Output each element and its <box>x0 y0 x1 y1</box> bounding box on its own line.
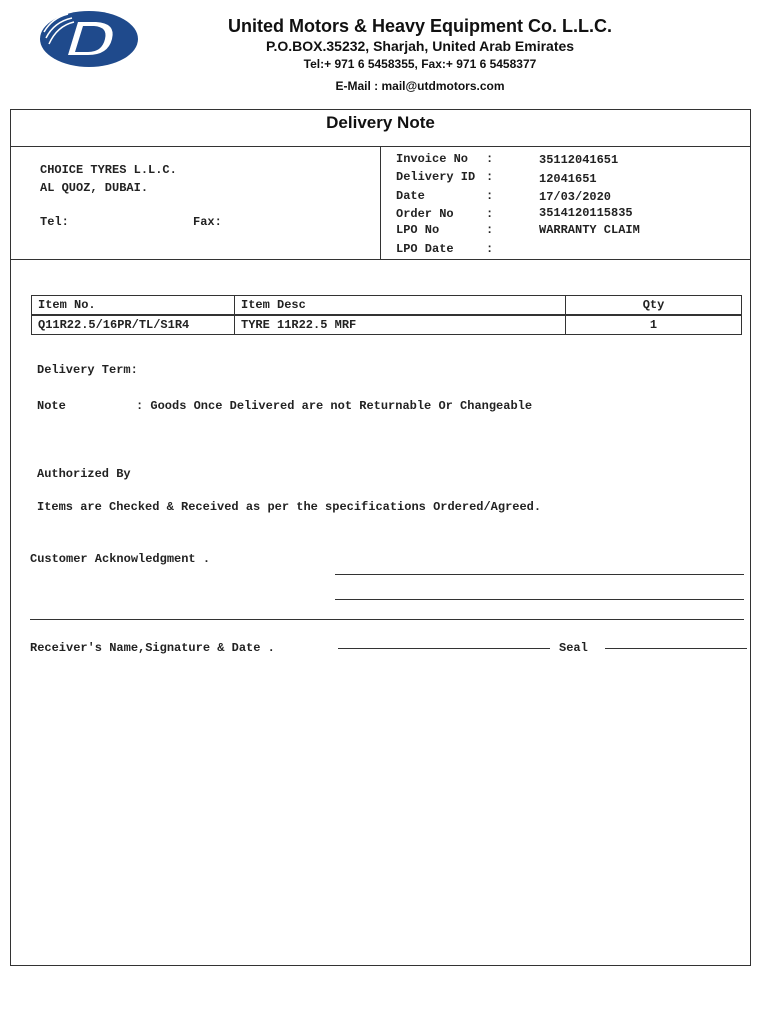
info-value-delivery-id: 12041651 <box>539 172 597 186</box>
cell-item-desc: TYRE 11R22.5 MRF <box>235 315 566 335</box>
note-text: : Goods Once Delivered are not Returnable Or Changeable <box>136 399 533 413</box>
table-header-row <box>32 296 742 316</box>
delivery-term: Delivery Term: <box>37 363 138 377</box>
info-label: LPO No <box>396 223 440 237</box>
info-value-order-no: 3514120115835 <box>539 206 633 220</box>
items-table <box>31 295 742 335</box>
signature-line <box>338 648 550 649</box>
info-colon: : <box>486 189 494 203</box>
info-label: Order No <box>396 207 454 221</box>
info-value-invoice: 35112041651 <box>539 153 619 167</box>
company-email: E-Mail : mail@utdmotors.com <box>335 79 505 93</box>
company-name: United Motors & Heavy Equipment Co. L.L.C. <box>227 16 613 36</box>
customer-tel-label: Tel: <box>40 215 69 229</box>
seal-label: Seal <box>559 641 588 655</box>
info-label: Delivery ID <box>396 170 476 184</box>
address-info-divider <box>380 146 381 259</box>
company-address: P.O.BOX.35232, Sharjah, United Arab Emirates <box>265 38 575 54</box>
header-item-no: Item No. <box>32 296 235 316</box>
customer-acknowledgment: Customer Acknowledgment . <box>30 552 211 566</box>
info-colon: : <box>486 207 494 221</box>
info-value-date: 17/03/2020 <box>539 190 612 204</box>
customer-fax-label: Fax: <box>193 215 222 229</box>
ack-line <box>335 599 744 600</box>
cell-qty: 1 <box>566 315 742 335</box>
receiver-label: Receiver's Name,Signature & Date . <box>30 641 275 655</box>
cell-item-no: Q11R22.5/16PR/TL/S1R4 <box>32 315 235 335</box>
customer-address: AL QUOZ, DUBAI. <box>40 181 149 195</box>
header-item-desc: Item Desc <box>235 296 566 316</box>
company-tel-fax: Tel:+ 971 6 5458355, Fax:+ 971 6 5458377 <box>303 57 537 71</box>
note-label: Note <box>37 399 66 413</box>
authorized-by: Authorized By <box>37 467 131 481</box>
checked-statement: Items are Checked & Received as per the specifications Ordered/Agreed. <box>37 500 542 514</box>
customer-name: CHOICE TYRES L.L.C. <box>40 163 177 177</box>
header-qty: Qty <box>566 296 742 316</box>
info-colon: : <box>486 170 494 184</box>
seal-line <box>605 648 747 649</box>
info-label: Date <box>396 189 425 203</box>
info-colon: : <box>486 152 494 166</box>
info-colon: : <box>486 223 494 237</box>
company-logo <box>38 8 140 70</box>
section-divider <box>30 619 744 620</box>
info-value-lpo-no: WARRANTY CLAIM <box>539 223 640 237</box>
ack-line <box>335 574 744 575</box>
info-label: LPO Date <box>396 242 454 256</box>
info-colon: : <box>486 242 494 256</box>
document-title: Delivery Note <box>326 113 435 132</box>
table-row <box>32 315 742 335</box>
info-label: Invoice No <box>396 152 469 166</box>
address-divider <box>10 259 751 260</box>
